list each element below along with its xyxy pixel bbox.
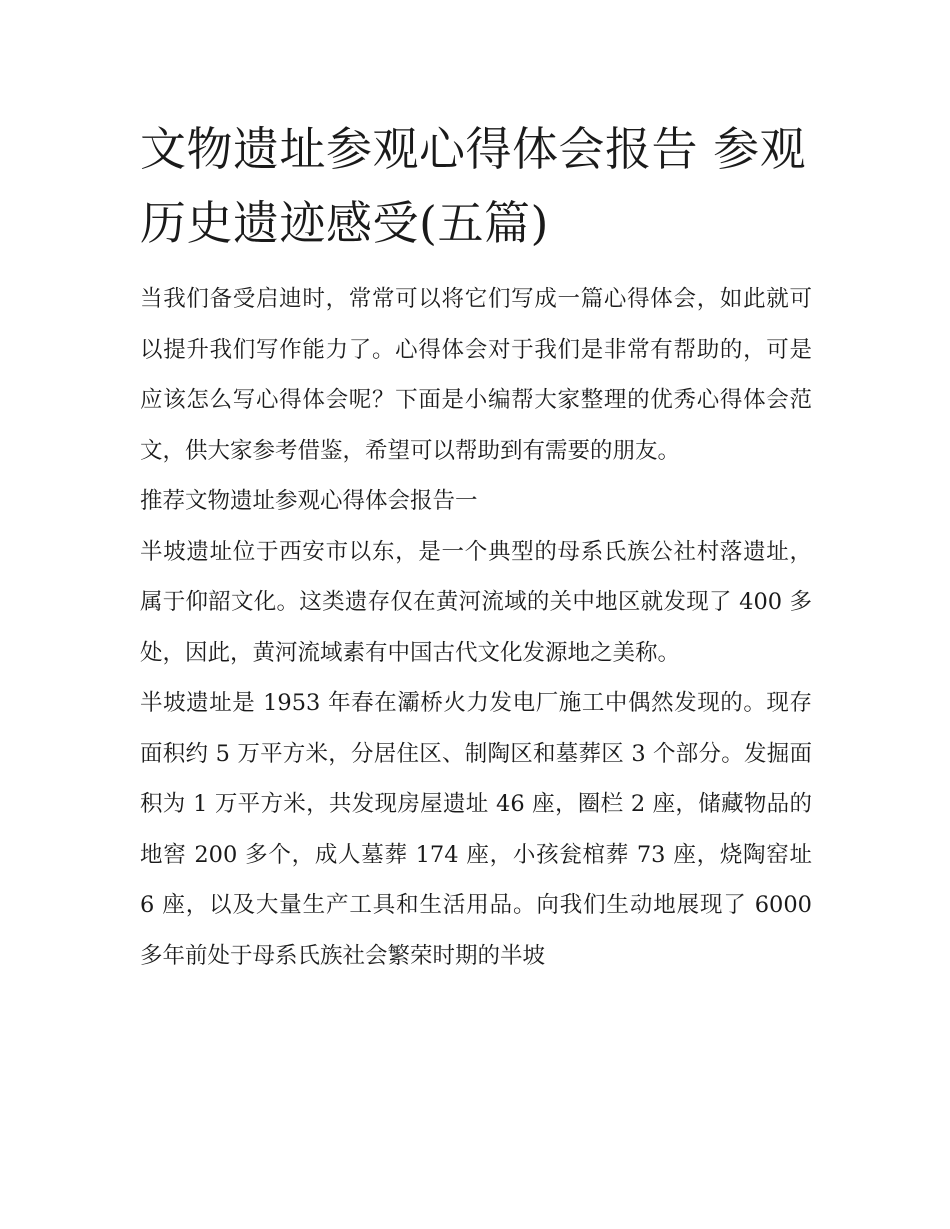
document-body bbox=[140, 112, 812, 981]
body-paragraph: 半坡遗址是 1953 年春在灞桥火力发电厂施工中偶然发现的。现存面积约 5 万平方米，分居住区、制陶区和墓葬区 3 个部分。发掘面积为 1 万平方米，共发现房屋遗址 46 座，圈栏 2 座，储藏物品的地窖 200 多个，成人墓葬 174 座，小孩瓮棺葬 73 座，烧陶窑址 6 座，以及大量生产工具和生活用品。向我们生动地展现了 6000 多年前处于母系氏族社会繁荣时期的半坡 bbox=[140, 690, 812, 969]
body-paragraph: 半坡遗址位于西安市以东，是一个典型的母系氏族公社村落遗址，属于仰韶文化。这类遗存仅在黄河流域的关中地区就发现了 400 多处，因此，黄河流域素有中国古代文化发源地之美称。 bbox=[140, 538, 812, 666]
document-title: 文物遗址参观心得体会报告 参观历史遗迹感受(五篇) bbox=[140, 122, 807, 250]
section-heading: 推荐文物遗址参观心得体会报告一 bbox=[140, 488, 478, 514]
intro-paragraph: 当我们备受启迪时，常常可以将它们写成一篇心得体会，如此就可以提升我们写作能力了。心得体会对于我们是非常有帮助的，可是应该怎么写心得体会呢？下面是小编帮大家整理的优秀心得体会范文，供大家参考借鉴，希望可以帮助到有需要的朋友。 bbox=[140, 286, 812, 464]
